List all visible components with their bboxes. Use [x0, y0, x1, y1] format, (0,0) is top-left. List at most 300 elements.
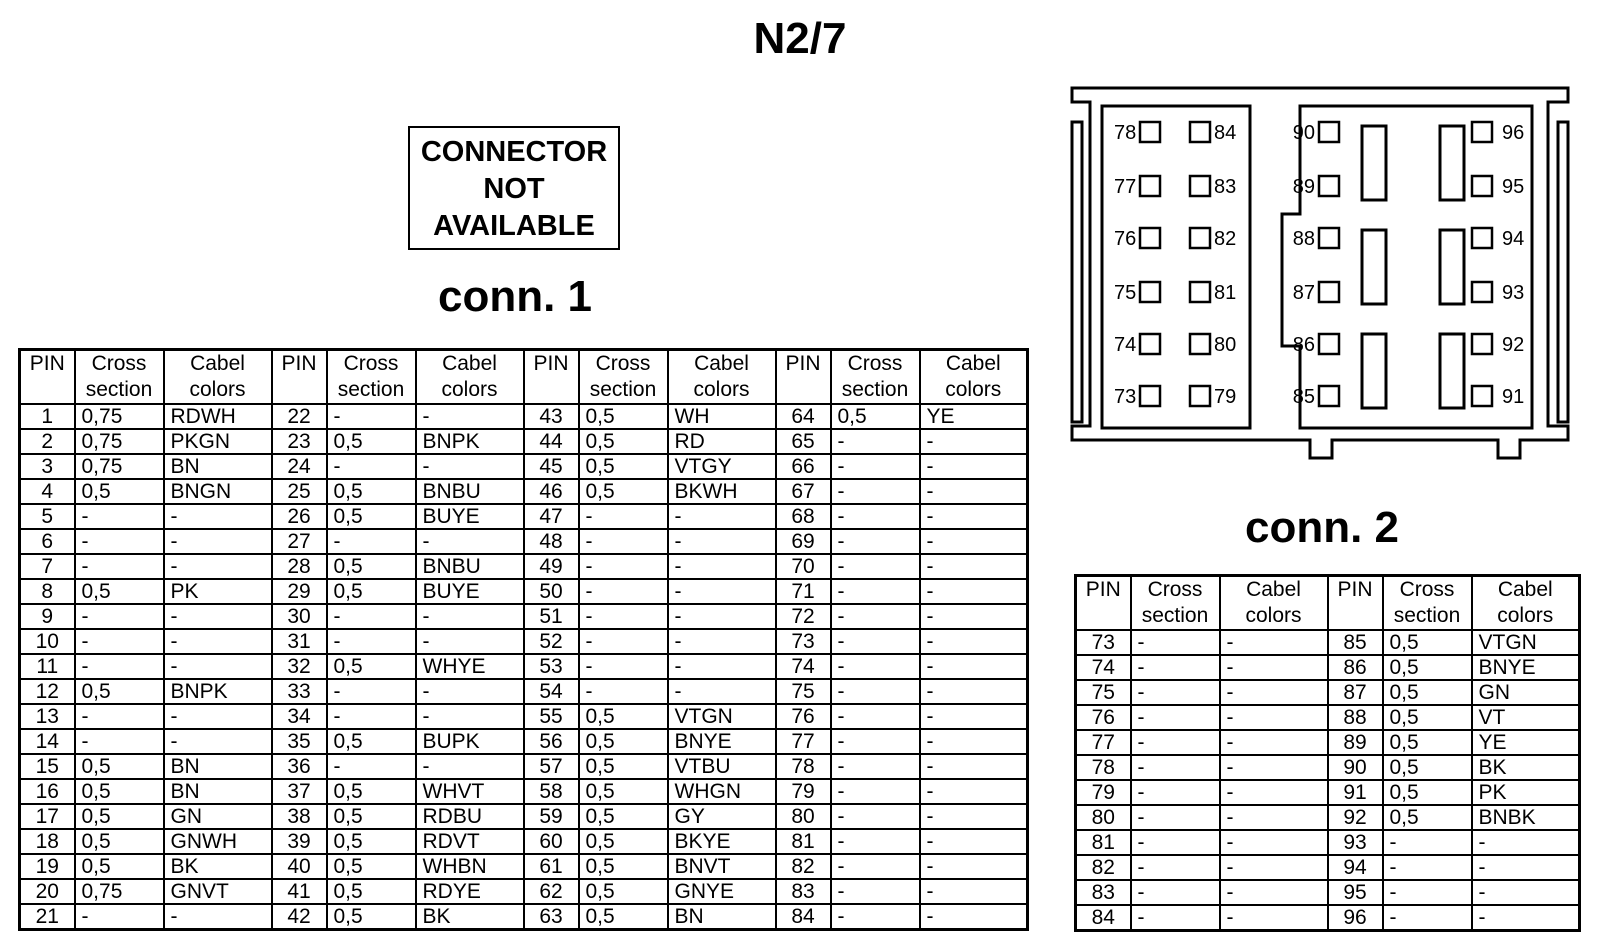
cell-pin: 95: [1328, 880, 1383, 905]
cell-cable-color: BK: [1472, 755, 1580, 780]
diagram-pin-label: 81: [1214, 282, 1237, 304]
cell-cable-color: -: [416, 404, 524, 429]
table-row: [1076, 705, 1580, 730]
cell-cross-section: 0,5: [327, 479, 416, 504]
table-row: [20, 454, 1028, 479]
cell-cross-section: -: [1383, 880, 1472, 905]
cell-cross-section: 0,5: [579, 729, 668, 754]
cell-cable-color: -: [416, 754, 524, 779]
cell-cable-color: YE: [920, 404, 1028, 429]
cell-pin: 36: [272, 754, 327, 779]
cell-pin: 44: [524, 429, 579, 454]
diagram-pin-socket: [1190, 176, 1210, 196]
cell-cable-color: -: [1220, 855, 1328, 880]
cell-pin: 57: [524, 754, 579, 779]
cell-cross-section: -: [831, 579, 920, 604]
diagram-pin-socket: [1190, 334, 1210, 354]
header-line: Cabel: [442, 352, 497, 375]
cell-pin: 10: [20, 629, 75, 654]
header-line: section: [1393, 604, 1461, 627]
cell-cross-section: -: [327, 679, 416, 704]
diagram-pin-socket: [1140, 122, 1160, 142]
diagram-pin-socket: [1140, 386, 1160, 406]
cell-cable-color: -: [1220, 655, 1328, 680]
cell-pin: 18: [20, 829, 75, 854]
table-row: [20, 479, 1028, 504]
cell-cross-section: -: [1131, 780, 1220, 805]
cell-cross-section: 0,5: [579, 779, 668, 804]
cell-pin: 31: [272, 629, 327, 654]
cell-cable-color: -: [1472, 830, 1580, 855]
cell-cross-section: 0,5: [579, 404, 668, 429]
table-row: [1076, 730, 1580, 755]
cell-cable-color: GNWH: [164, 829, 272, 854]
cell-cable-color: GNYE: [668, 879, 776, 904]
cell-cross-section: 0,5: [1383, 705, 1472, 730]
cell-pin: 89: [1328, 730, 1383, 755]
table-row: [1076, 780, 1580, 805]
right-pin-block: [1282, 106, 1532, 428]
table-row: [1076, 855, 1580, 880]
cell-cross-section: 0,5: [327, 854, 416, 879]
cell-cable-color: VTBU: [668, 754, 776, 779]
diagram-pin-socket: [1319, 386, 1339, 406]
cell-cable-color: -: [1220, 705, 1328, 730]
cell-cable-color: -: [164, 729, 272, 754]
table-row: [20, 429, 1028, 454]
cell-pin: 62: [524, 879, 579, 904]
cell-pin: 68: [776, 504, 831, 529]
cell-pin: 32: [272, 654, 327, 679]
cell-cable-color: -: [164, 504, 272, 529]
table-row: [20, 579, 1028, 604]
header-line: colors: [441, 378, 498, 401]
header-cross-section: [831, 350, 920, 405]
diagram-pin-label: 90: [1292, 122, 1315, 144]
cell-cross-section: 0,5: [75, 779, 164, 804]
diagram-pin-label: 83: [1214, 176, 1237, 198]
cell-cable-color: PKGN: [164, 429, 272, 454]
cell-cable-color: -: [668, 579, 776, 604]
cell-cross-section: -: [327, 604, 416, 629]
table-row: [20, 654, 1028, 679]
cell-cable-color: RDBU: [416, 804, 524, 829]
cell-pin: 6: [20, 529, 75, 554]
diagram-pin-label: 88: [1292, 228, 1315, 250]
header-cable-colors: [1220, 576, 1328, 631]
cell-cross-section: 0,5: [1383, 680, 1472, 705]
cell-cross-section: -: [75, 704, 164, 729]
table-row: [20, 779, 1028, 804]
diagram-pin-socket: [1319, 122, 1339, 142]
cell-pin: 82: [1076, 855, 1131, 880]
header-pin: PIN: [524, 350, 579, 405]
cell-cable-color: -: [1220, 755, 1328, 780]
cell-cross-section: 0,5: [831, 404, 920, 429]
cell-pin: 93: [1328, 830, 1383, 855]
header-line: section: [841, 378, 909, 401]
header-line: section: [85, 378, 153, 401]
cell-pin: 82: [776, 854, 831, 879]
cell-pin: 26: [272, 504, 327, 529]
cell-cross-section: 0,5: [579, 904, 668, 930]
diagram-pin-label: 87: [1292, 282, 1315, 304]
cell-cross-section: 0,5: [579, 429, 668, 454]
diagram-pin-socket: [1472, 176, 1492, 196]
table-row: [20, 679, 1028, 704]
cell-pin: 30: [272, 604, 327, 629]
cell-cable-color: -: [416, 604, 524, 629]
diagram-pin-socket: [1472, 386, 1492, 406]
diagram-pin-label: 73: [1114, 386, 1137, 408]
slot: [1362, 230, 1386, 304]
cell-cable-color: -: [1220, 680, 1328, 705]
cell-cable-color: GY: [668, 804, 776, 829]
header-line: Cabel: [945, 352, 1001, 375]
cell-cable-color: -: [668, 529, 776, 554]
cell-cable-color: -: [668, 604, 776, 629]
cell-pin: 27: [272, 529, 327, 554]
cell-pin: 83: [1076, 880, 1131, 905]
conn1-label: conn. 1: [437, 272, 593, 321]
diagram-pin-label: 79: [1214, 386, 1237, 408]
cell-cross-section: 0,75: [75, 454, 164, 479]
header-line: colors: [1497, 604, 1554, 627]
cell-pin: 90: [1328, 755, 1383, 780]
cell-cross-section: -: [327, 454, 416, 479]
cell-cable-color: -: [920, 729, 1028, 754]
cell-cable-color: RDVT: [416, 829, 524, 854]
diagram-pin-socket: [1140, 282, 1160, 302]
page-title: N2/7: [753, 14, 847, 63]
header-line: Cabel: [1246, 578, 1301, 601]
diagram-pin-socket: [1190, 122, 1210, 142]
header-line: Cross: [91, 352, 147, 375]
cell-pin: 71: [776, 579, 831, 604]
header-line: Cross: [343, 352, 399, 375]
cell-pin: 16: [20, 779, 75, 804]
cell-pin: 80: [776, 804, 831, 829]
conn2-label: conn. 2: [1244, 503, 1400, 552]
table-row: [20, 829, 1028, 854]
cell-cross-section: -: [75, 604, 164, 629]
cell-cable-color: BNBU: [416, 479, 524, 504]
cell-cross-section: -: [831, 854, 920, 879]
cell-pin: 79: [776, 779, 831, 804]
cell-cross-section: -: [831, 679, 920, 704]
header-cable-colors: [164, 350, 272, 405]
diagram-pin-label: 77: [1114, 176, 1137, 198]
cell-cross-section: 0,5: [327, 829, 416, 854]
right-latch: [1558, 122, 1568, 422]
cell-cross-section: 0,5: [1383, 655, 1472, 680]
cell-cable-color: -: [668, 504, 776, 529]
diagram-pin-label: 78: [1114, 122, 1137, 144]
cell-cable-color: VT: [1472, 705, 1580, 730]
cell-cross-section: -: [1383, 855, 1472, 880]
cell-pin: 20: [20, 879, 75, 904]
cell-cable-color: BUPK: [416, 729, 524, 754]
cell-pin: 94: [1328, 855, 1383, 880]
cell-cable-color: VTGN: [1472, 630, 1580, 655]
cell-cable-color: -: [416, 704, 524, 729]
cell-pin: 19: [20, 854, 75, 879]
cell-pin: 84: [776, 904, 831, 930]
cell-pin: 86: [1328, 655, 1383, 680]
cell-cross-section: -: [579, 654, 668, 679]
cell-cross-section: -: [831, 654, 920, 679]
cell-cable-color: BKYE: [668, 829, 776, 854]
cell-cross-section: -: [1131, 805, 1220, 830]
header-pin: PIN: [272, 350, 327, 405]
cell-cross-section: 0,5: [327, 504, 416, 529]
cell-pin: 50: [524, 579, 579, 604]
cell-cross-section: -: [327, 529, 416, 554]
header-line: Cross: [847, 352, 903, 375]
notice-line: AVAILABLE: [433, 210, 595, 242]
diagram-pin-socket: [1319, 334, 1339, 354]
cell-cross-section: -: [1131, 680, 1220, 705]
cell-cable-color: BNPK: [164, 679, 272, 704]
cell-cable-color: -: [164, 529, 272, 554]
cell-cross-section: -: [831, 804, 920, 829]
cell-cross-section: -: [831, 779, 920, 804]
cell-cross-section: 0,5: [75, 479, 164, 504]
cell-cross-section: -: [831, 829, 920, 854]
cell-cross-section: -: [831, 729, 920, 754]
diagram-pin-socket: [1472, 228, 1492, 248]
header-cross-section: [327, 350, 416, 405]
cell-pin: 25: [272, 479, 327, 504]
cell-cable-color: -: [1220, 630, 1328, 655]
cell-pin: 38: [272, 804, 327, 829]
cell-pin: 14: [20, 729, 75, 754]
diagram-pin-socket: [1190, 228, 1210, 248]
cell-cross-section: 0,5: [1383, 730, 1472, 755]
cell-cable-color: BNVT: [668, 854, 776, 879]
diagram-pin-label: 74: [1114, 334, 1137, 356]
cell-cable-color: -: [1220, 805, 1328, 830]
cell-cable-color: -: [920, 554, 1028, 579]
cell-pin: 83: [776, 879, 831, 904]
cell-pin: 40: [272, 854, 327, 879]
cell-cross-section: 0,5: [1383, 630, 1472, 655]
cell-pin: 76: [1076, 705, 1131, 730]
header-line: Cabel: [694, 352, 749, 375]
cell-pin: 1: [20, 404, 75, 429]
cell-cross-section: -: [1131, 730, 1220, 755]
cell-pin: 13: [20, 704, 75, 729]
cell-pin: 70: [776, 554, 831, 579]
cell-pin: 74: [1076, 655, 1131, 680]
table-row: [20, 804, 1028, 829]
cell-cross-section: -: [75, 729, 164, 754]
cell-pin: 22: [272, 404, 327, 429]
header-line: colors: [189, 378, 246, 401]
cell-pin: 37: [272, 779, 327, 804]
cell-cable-color: BUYE: [416, 504, 524, 529]
table-row: [20, 629, 1028, 654]
cell-pin: 96: [1328, 905, 1383, 931]
cell-cross-section: 0,5: [579, 804, 668, 829]
cell-cable-color: BNBU: [416, 554, 524, 579]
cell-cable-color: -: [920, 479, 1028, 504]
cell-pin: 69: [776, 529, 831, 554]
cell-cable-color: -: [1220, 880, 1328, 905]
cell-cable-color: -: [1472, 880, 1580, 905]
header-pin: PIN: [776, 350, 831, 405]
cell-cable-color: -: [920, 504, 1028, 529]
cell-cross-section: 0,5: [327, 554, 416, 579]
conn1-pin-table: [18, 348, 1029, 931]
table-row: [20, 704, 1028, 729]
cell-cable-color: -: [164, 604, 272, 629]
cell-pin: 52: [524, 629, 579, 654]
cell-cable-color: BNYE: [668, 729, 776, 754]
diagram-pin-label: 84: [1214, 122, 1237, 144]
table-row: [1076, 880, 1580, 905]
cell-cable-color: -: [920, 529, 1028, 554]
cell-cross-section: 0,5: [1383, 780, 1472, 805]
cell-cable-color: -: [416, 629, 524, 654]
cell-pin: 75: [776, 679, 831, 704]
cell-cable-color: RDWH: [164, 404, 272, 429]
cell-cable-color: BK: [416, 904, 524, 930]
header-line: colors: [693, 378, 750, 401]
table-row: [20, 604, 1028, 629]
cell-cable-color: -: [920, 854, 1028, 879]
left-pin-block: [1102, 106, 1250, 428]
cell-cable-color: BN: [164, 754, 272, 779]
cell-cross-section: 0,5: [579, 879, 668, 904]
cell-cable-color: -: [1472, 855, 1580, 880]
cell-cross-section: 0,75: [75, 429, 164, 454]
cell-cable-color: BNBK: [1472, 805, 1580, 830]
cell-pin: 80: [1076, 805, 1131, 830]
cell-cable-color: -: [416, 454, 524, 479]
cell-cross-section: -: [75, 654, 164, 679]
cell-cross-section: -: [327, 404, 416, 429]
table-row: [1076, 630, 1580, 655]
diagram-pin-label: 89: [1292, 176, 1315, 198]
cell-pin: 46: [524, 479, 579, 504]
cell-cable-color: GNVT: [164, 879, 272, 904]
cell-pin: 9: [20, 604, 75, 629]
cell-cross-section: 0,5: [579, 754, 668, 779]
cell-pin: 49: [524, 554, 579, 579]
cell-pin: 41: [272, 879, 327, 904]
diagram-pin-label: 75: [1114, 282, 1137, 304]
notice-line: CONNECTOR: [420, 136, 608, 168]
table-row: [20, 404, 1028, 429]
cell-cross-section: -: [579, 579, 668, 604]
header-line: colors: [1245, 604, 1302, 627]
cell-cable-color: -: [668, 554, 776, 579]
cell-pin: 72: [776, 604, 831, 629]
cell-cable-color: -: [1220, 905, 1328, 931]
cell-pin: 84: [1076, 905, 1131, 931]
diagram-pin-label: 80: [1214, 334, 1237, 356]
cell-cross-section: -: [831, 529, 920, 554]
table-row: [20, 729, 1028, 754]
cell-pin: 11: [20, 654, 75, 679]
header-line: section: [1141, 604, 1209, 627]
cell-cable-color: -: [920, 704, 1028, 729]
cell-pin: 77: [1076, 730, 1131, 755]
header-cable-colors: [416, 350, 524, 405]
cell-cross-section: 0,5: [327, 779, 416, 804]
cell-cross-section: 0,5: [327, 804, 416, 829]
cell-cable-color: BN: [668, 904, 776, 930]
cell-pin: 92: [1328, 805, 1383, 830]
cell-cable-color: BN: [164, 454, 272, 479]
cell-cross-section: 0,5: [327, 904, 416, 930]
cell-cable-color: WHVT: [416, 779, 524, 804]
cell-cross-section: -: [1131, 880, 1220, 905]
header-line: section: [589, 378, 657, 401]
diagram-pin-label: 94: [1502, 228, 1525, 250]
cell-pin: 65: [776, 429, 831, 454]
cell-cable-color: BUYE: [416, 579, 524, 604]
diagram-pin-socket: [1319, 176, 1339, 196]
cell-cable-color: -: [920, 779, 1028, 804]
header-pin: PIN: [20, 350, 75, 405]
diagram-pin-label: 76: [1114, 228, 1137, 250]
cell-pin: 76: [776, 704, 831, 729]
cell-pin: 21: [20, 904, 75, 930]
cell-cross-section: -: [579, 504, 668, 529]
cell-cable-color: PK: [164, 579, 272, 604]
cell-cross-section: -: [75, 529, 164, 554]
cell-cable-color: WH: [668, 404, 776, 429]
cell-cross-section: 0,5: [579, 854, 668, 879]
cell-cable-color: -: [920, 804, 1028, 829]
header-cross-section: [1131, 576, 1220, 631]
diagram-pin-socket: [1319, 228, 1339, 248]
diagram-pin-socket: [1140, 334, 1160, 354]
cell-cross-section: -: [831, 604, 920, 629]
cell-cross-section: -: [831, 429, 920, 454]
slot: [1440, 230, 1464, 304]
cell-pin: 29: [272, 579, 327, 604]
notice-line: NOT: [483, 173, 545, 205]
cell-cross-section: 0,75: [75, 879, 164, 904]
cell-cable-color: -: [164, 554, 272, 579]
cell-cable-color: GN: [164, 804, 272, 829]
cell-cross-section: 0,5: [75, 679, 164, 704]
cell-pin: 59: [524, 804, 579, 829]
cell-pin: 78: [776, 754, 831, 779]
cell-cross-section: 0,5: [75, 579, 164, 604]
cell-pin: 51: [524, 604, 579, 629]
cell-pin: 23: [272, 429, 327, 454]
table-row: [1076, 755, 1580, 780]
cell-pin: 5: [20, 504, 75, 529]
cell-pin: 24: [272, 454, 327, 479]
cell-cable-color: BN: [164, 779, 272, 804]
cell-cross-section: -: [1131, 655, 1220, 680]
cell-cross-section: -: [579, 679, 668, 704]
cell-cross-section: -: [75, 904, 164, 930]
diagram-pin-label: 86: [1292, 334, 1315, 356]
cell-cable-color: BKWH: [668, 479, 776, 504]
cell-cable-color: -: [920, 754, 1028, 779]
diagram-pin-label: 82: [1214, 228, 1237, 250]
cell-cable-color: -: [1472, 905, 1580, 931]
diagram-pin-socket: [1140, 228, 1160, 248]
cell-pin: 56: [524, 729, 579, 754]
cell-pin: 79: [1076, 780, 1131, 805]
